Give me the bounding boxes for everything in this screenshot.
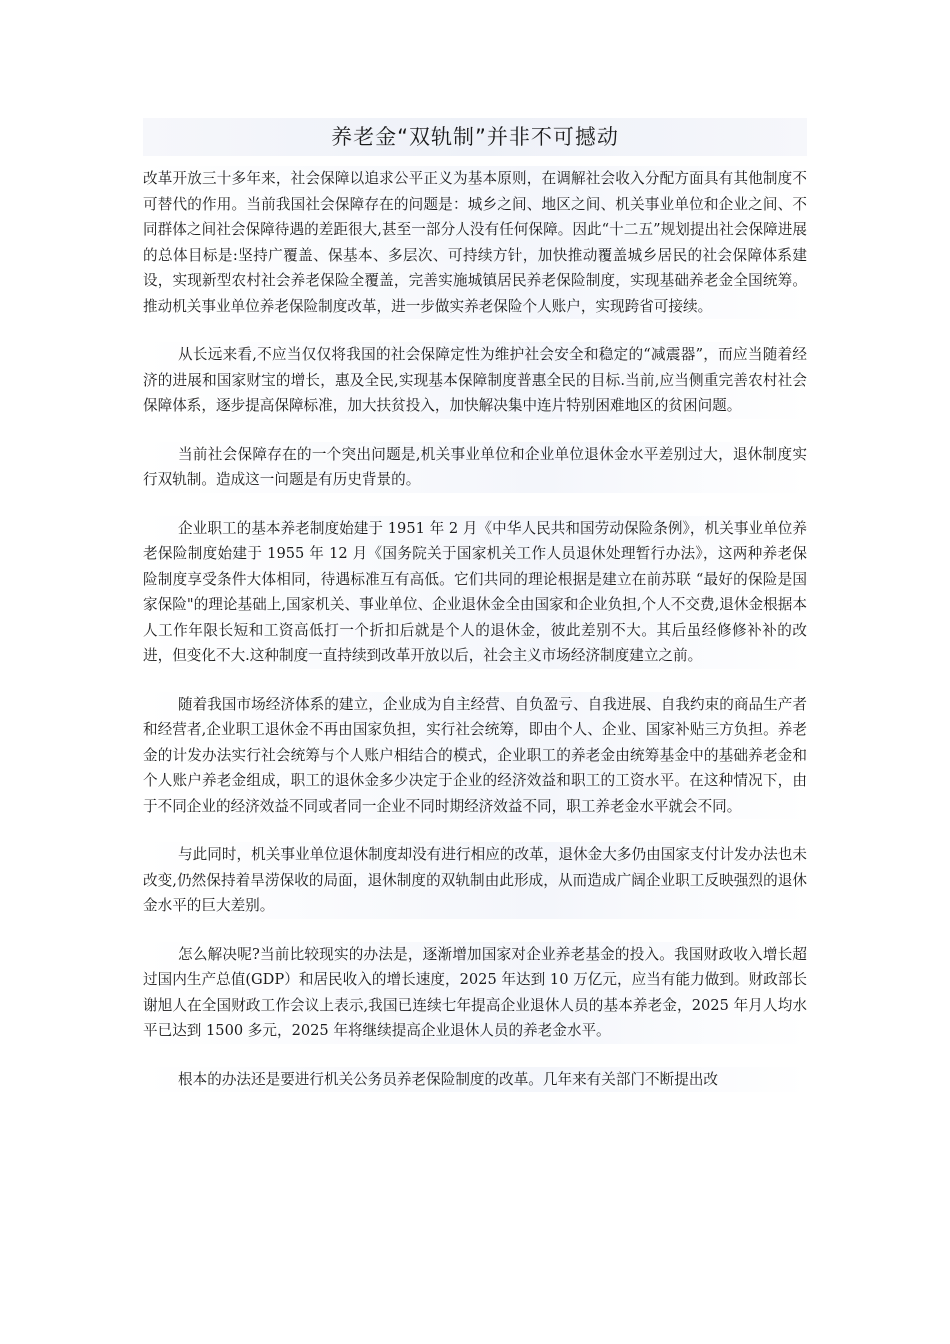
paragraph-6: 与此同时，机关事业单位退休制度却没有进行相应的改革，退休金大多仍由国家支付计发办法也未改变,仍然保持着旱涝保收的局面，退休制度的双轨制由此形成，从而造成广阔企业职工反映强烈的退休金水平的巨大差别。 bbox=[143, 842, 807, 919]
paragraph-4: 企业职工的基本养老制度始建于 1951 年 2 月《中华人民共和国劳动保险条例》，机关事业单位养老保险制度始建于 1955 年 12 月《国务院关于国家机关工作人员退休处理暂行办法》，这两种养老保险制度享受条件大体相同，待遇标准互有高低。它们共同的理论根据是建立在前苏联 “最好的保险是国家保险"的理论基础上,国家机关、事业单位、企业退休金全由国家和企业负担,个人不交费,退休金根据本人工作年限长短和工资高低打一个折扣后就是个人的退休金，彼此差别不大。其后虽经修修补补的改进，但变化不大.这种制度一直持续到改革开放以后，社会主义市场经济制度建立之前。 bbox=[143, 516, 807, 669]
paragraph-1: 改革开放三十多年来，社会保障以追求公平正义为基本原则，在调解社会收入分配方面具有其他制度不可替代的作用。当前我国社会保障存在的问题是：城乡之间、地区之间、机关事业单位和企业之间、不同群体之间社会保障待遇的差距很大,甚至一部分人没有任何保障。因此“十二五”规划提出社会保障进展的总体目标是:坚持广覆盖、保基本、多层次、可持续方针，加快推动覆盖城乡居民的社会保障体系建设，实现新型农村社会养老保险全覆盖，完善实施城镇居民养老保险制度，实现基础养老金全国统筹。推动机关事业单位养老保险制度改革，进一步做实养老保险个人账户，实现跨省可接续。 bbox=[143, 166, 807, 319]
document-title: 养老金“双轨制”并非不可撼动 bbox=[143, 118, 807, 156]
paragraph-3: 当前社会保障存在的一个突出问题是,机关事业单位和企业单位退休金水平差别过大，退休制度实行双轨制。造成这一问题是有历史背景的。 bbox=[143, 442, 807, 493]
paragraph-2: 从长远来看,不应当仅仅将我国的社会保障定性为维护社会安全和稳定的“减震器”，而应当随着经济的进展和国家财宝的增长，惠及全民,实现基本保障制度普惠全民的目标.当前,应当侧重完善农村社会保障体系，逐步提高保障标准，加大扶贫投入，加快解决集中连片特别困难地区的贫困问题。 bbox=[143, 342, 807, 419]
paragraph-5: 随着我国市场经济体系的建立，企业成为自主经营、自负盈亏、自我进展、自我约束的商品生产者和经营者,企业职工退休金不再由国家负担，实行社会统筹，即由个人、企业、国家补贴三方负担。养老金的计发办法实行社会统筹与个人账户相结合的模式，企业职工的养老金由统筹基金中的基础养老金和个人账户养老金组成，职工的退休金多少决定于企业的经济效益和职工的工资水平。在这种情况下，由于不同企业的经济效益不同或者同一企业不同时期经济效益不同，职工养老金水平就会不同。 bbox=[143, 692, 807, 820]
paragraph-8: 根本的办法还是要进行机关公务员养老保险制度的改革。几年来有关部门不断提出改 bbox=[143, 1067, 807, 1093]
paragraph-7: 怎么解决呢?当前比较现实的办法是，逐渐增加国家对企业养老基金的投入。我国财政收入增长超过国内生产总值(GDP）和居民收入的增长速度，2025 年达到 10 万亿元，应当有能力做到。财政部长谢旭人在全国财政工作会议上表示,我国已连续七年提高企业退休人员的基本养老金，2025 年月人均水平已达到 1500 多元，2025 年将继续提高企业退休人员的养老金水平。 bbox=[143, 942, 807, 1044]
document-page bbox=[143, 118, 807, 1115]
